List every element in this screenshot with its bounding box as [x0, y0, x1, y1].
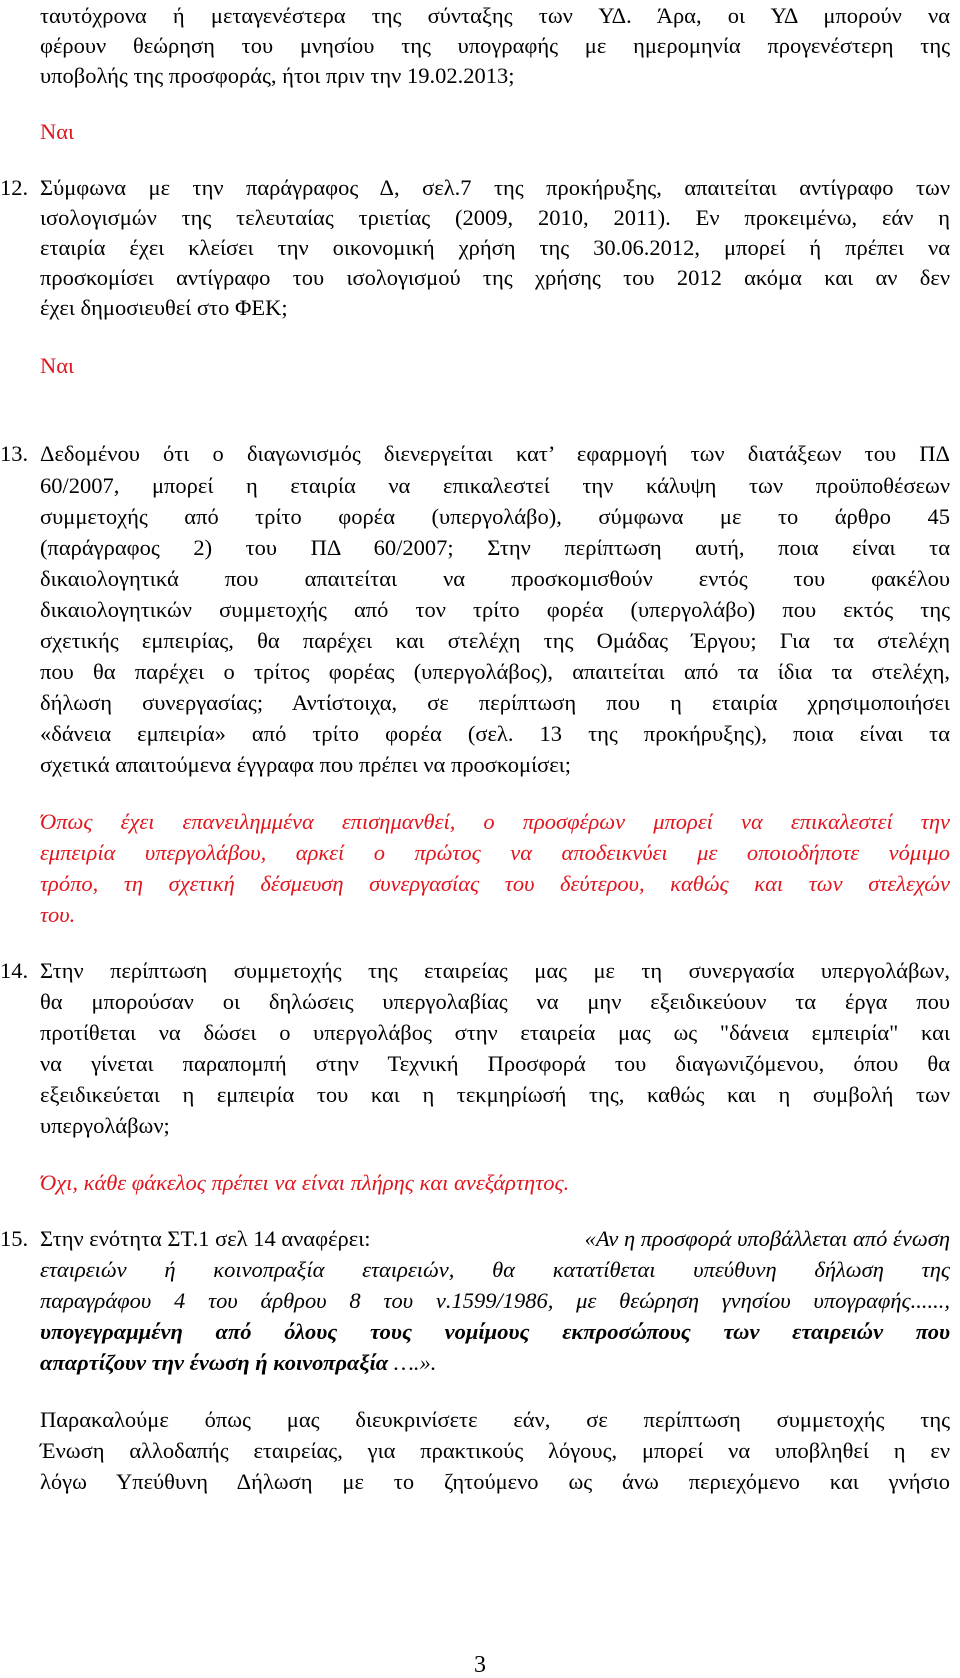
question-line: έχει δημοσιευθεί στο ΦΕΚ; — [40, 295, 288, 320]
question-line: «δάνεια εμπειρία» από τρίτο φορέα (σελ. 13 της προκήρυξης), ποια είναι τα — [40, 721, 950, 746]
question-line: προτίθεται να δώσει ο υπεργολάβος στην εταιρεία μας ως "δάνεια εμπειρία" και — [40, 1020, 950, 1045]
question-line: ισολογισμών της τελευταίας τριετίας (2009, 2010, 2011). Εν προκειμένω, εάν η — [40, 205, 950, 230]
question-line: υπεργολάβων; — [40, 1113, 170, 1138]
answer-line: του. — [40, 902, 76, 927]
question-line: που θα παρέχει ο τρίτος φορέας (υπεργολάβος), απαιτείται από τα ίδια τα στελέχη, — [40, 659, 950, 684]
question-line: 60/2007, μπορεί η εταιρία να επικαλεστεί την κάλυψη των προϋποθέσεων — [40, 473, 950, 498]
paragraph-line: ταυτόχρονα ή μεταγενέστερα της σύνταξης των ΥΔ. Άρα, οι ΥΔ μπορούν να — [40, 3, 950, 28]
answer-line: τρόπο, τη σχετική δέσμευση συνεργασίας του δεύτερου, καθώς και των στελεχών — [40, 871, 950, 896]
answer-text: Όχι, κάθε φάκελος πρέπει να είναι πλήρης και ανεξάρτητος. — [40, 1170, 570, 1195]
question-line: συμμετοχής από τρίτο φορέα (υπεργολάβο), σύμφωνα με το άρθρο 45 — [40, 504, 950, 529]
quoted-line-bold: υπογεγραμμένη από όλους τους νομίμους εκπροσώπους των εταιρειών που — [40, 1319, 950, 1344]
question-line: δήλωση συνεργασίας; Αντίστοιχα, σε περίπτωση που η εταιρία χρησιμοποιήσει — [40, 690, 950, 715]
question-line: Δεδομένου ότι ο διαγωνισμός διενεργείται κατ’ εφαρμογή των διατάξεων του ΠΔ — [40, 441, 950, 466]
quoted-ellipsis: ….». — [388, 1350, 437, 1375]
paragraph-line: φέρουν θεώρηση του μνησίου της υπογραφής με ημερομηνία προγενέστερη της — [40, 33, 950, 58]
question-line: (παράγραφος 2) του ΠΔ 60/2007; Στην περίπτωση αυτή, ποια είναι τα — [40, 535, 950, 560]
quoted-line: παραγράφου 4 του άρθρου 8 του ν.1599/1986, με θεώρηση γνησίου υπογραφής......, — [40, 1288, 950, 1313]
answer-text: Ναι — [40, 119, 75, 144]
question-line: να γίνεται παραπομπή στην Τεχνική Προσφορά του διαγωνιζόμενου, όπου θα — [40, 1051, 950, 1076]
paragraph-line: Παρακαλούμε όπως μας διευκρινίσετε εάν, σε περίπτωση συμμετοχής της — [40, 1407, 950, 1432]
question-line: εξειδικεύεται η εμπειρία του και η τεκμηρίωσή της, καθώς και η συμβολή των — [40, 1082, 950, 1107]
question-line: Στην περίπτωση συμμετοχής της εταιρείας μας με τη συνεργασία υπεργολάβων, — [40, 958, 950, 983]
question-number: 14. — [0, 958, 29, 983]
answer-text: Ναι — [40, 353, 75, 378]
question-line: θα μπορούσαν οι δηλώσεις υπεργολαβίας να μην εξειδικεύουν τα έργα που — [40, 989, 950, 1014]
question-number: 12. — [0, 175, 29, 200]
paragraph-line: υποβολής της προσφοράς, ήτοι πριν την 19.02.2013; — [40, 63, 515, 88]
question-number: 13. — [0, 441, 29, 466]
question-line: δικαιολογητικά που απαιτείται να προσκομισθούν εντός του φακέλου — [40, 566, 950, 591]
question-line: εταιρία έχει κλείσει την οικονομική χρήση της 30.06.2012, μπορεί ή πρέπει να — [40, 235, 950, 260]
quoted-line: εταιρειών ή κοινοπραξία εταιρειών, θα κατατίθεται υπεύθυνη δήλωση της — [40, 1257, 950, 1282]
paragraph-line: Ένωση αλλοδαπής εταιρείας, για πρακτικούς λόγους, μπορεί να υποβληθεί η εν — [40, 1438, 950, 1463]
question-line — [40, 1223, 950, 1255]
question-line: Σύμφωνα με την παράγραφος Δ, σελ.7 της προκήρυξης, απαιτείται αντίγραφο των — [40, 175, 950, 200]
question-line: δικαιολογητικών συμμετοχής από τον τρίτο φορέα (υπεργολάβο) που εκτός της — [40, 597, 950, 622]
question-line: σχετικής εμπειρίας, θα παρέχει και στελέχη της Ομάδας Έργου; Για τα στελέχη — [40, 628, 950, 653]
quoted-bold-text: απαρτίζουν την ένωση ή κοινοπραξία — [40, 1350, 389, 1375]
answer-line: εμπειρία υπεργολάβου, αρκεί ο πρώτος να αποδεικνύει με οποιοδήποτε νόμιμο — [40, 840, 950, 865]
paragraph-line: λόγω Υπεύθυνη Δήλωση με το ζητούμενο ως άνω περιεχόμενο και γνήσιο — [40, 1469, 950, 1494]
question-line: σχετικά απαιτούμενα έγγραφα που πρέπει να προσκομίσει; — [40, 752, 572, 777]
question-number: 15. — [0, 1226, 29, 1251]
page-number: 3 — [474, 1652, 486, 1678]
question-line: προσκομίσει αντίγραφο του ισολογισμού της χρήσης του 2012 ακόμα και αν δεν — [40, 265, 950, 290]
quoted-text: «Αν η προσφορά υποβάλλεται από ένωση — [584, 1226, 950, 1251]
question-text: Στην ενότητα ΣΤ.1 σελ 14 αναφέρει: — [40, 1226, 371, 1251]
quoted-line-bold — [40, 1347, 950, 1379]
answer-line: Όπως έχει επανειλημμένα επισημανθεί, ο προσφέρων μπορεί να επικαλεστεί την — [40, 809, 950, 834]
